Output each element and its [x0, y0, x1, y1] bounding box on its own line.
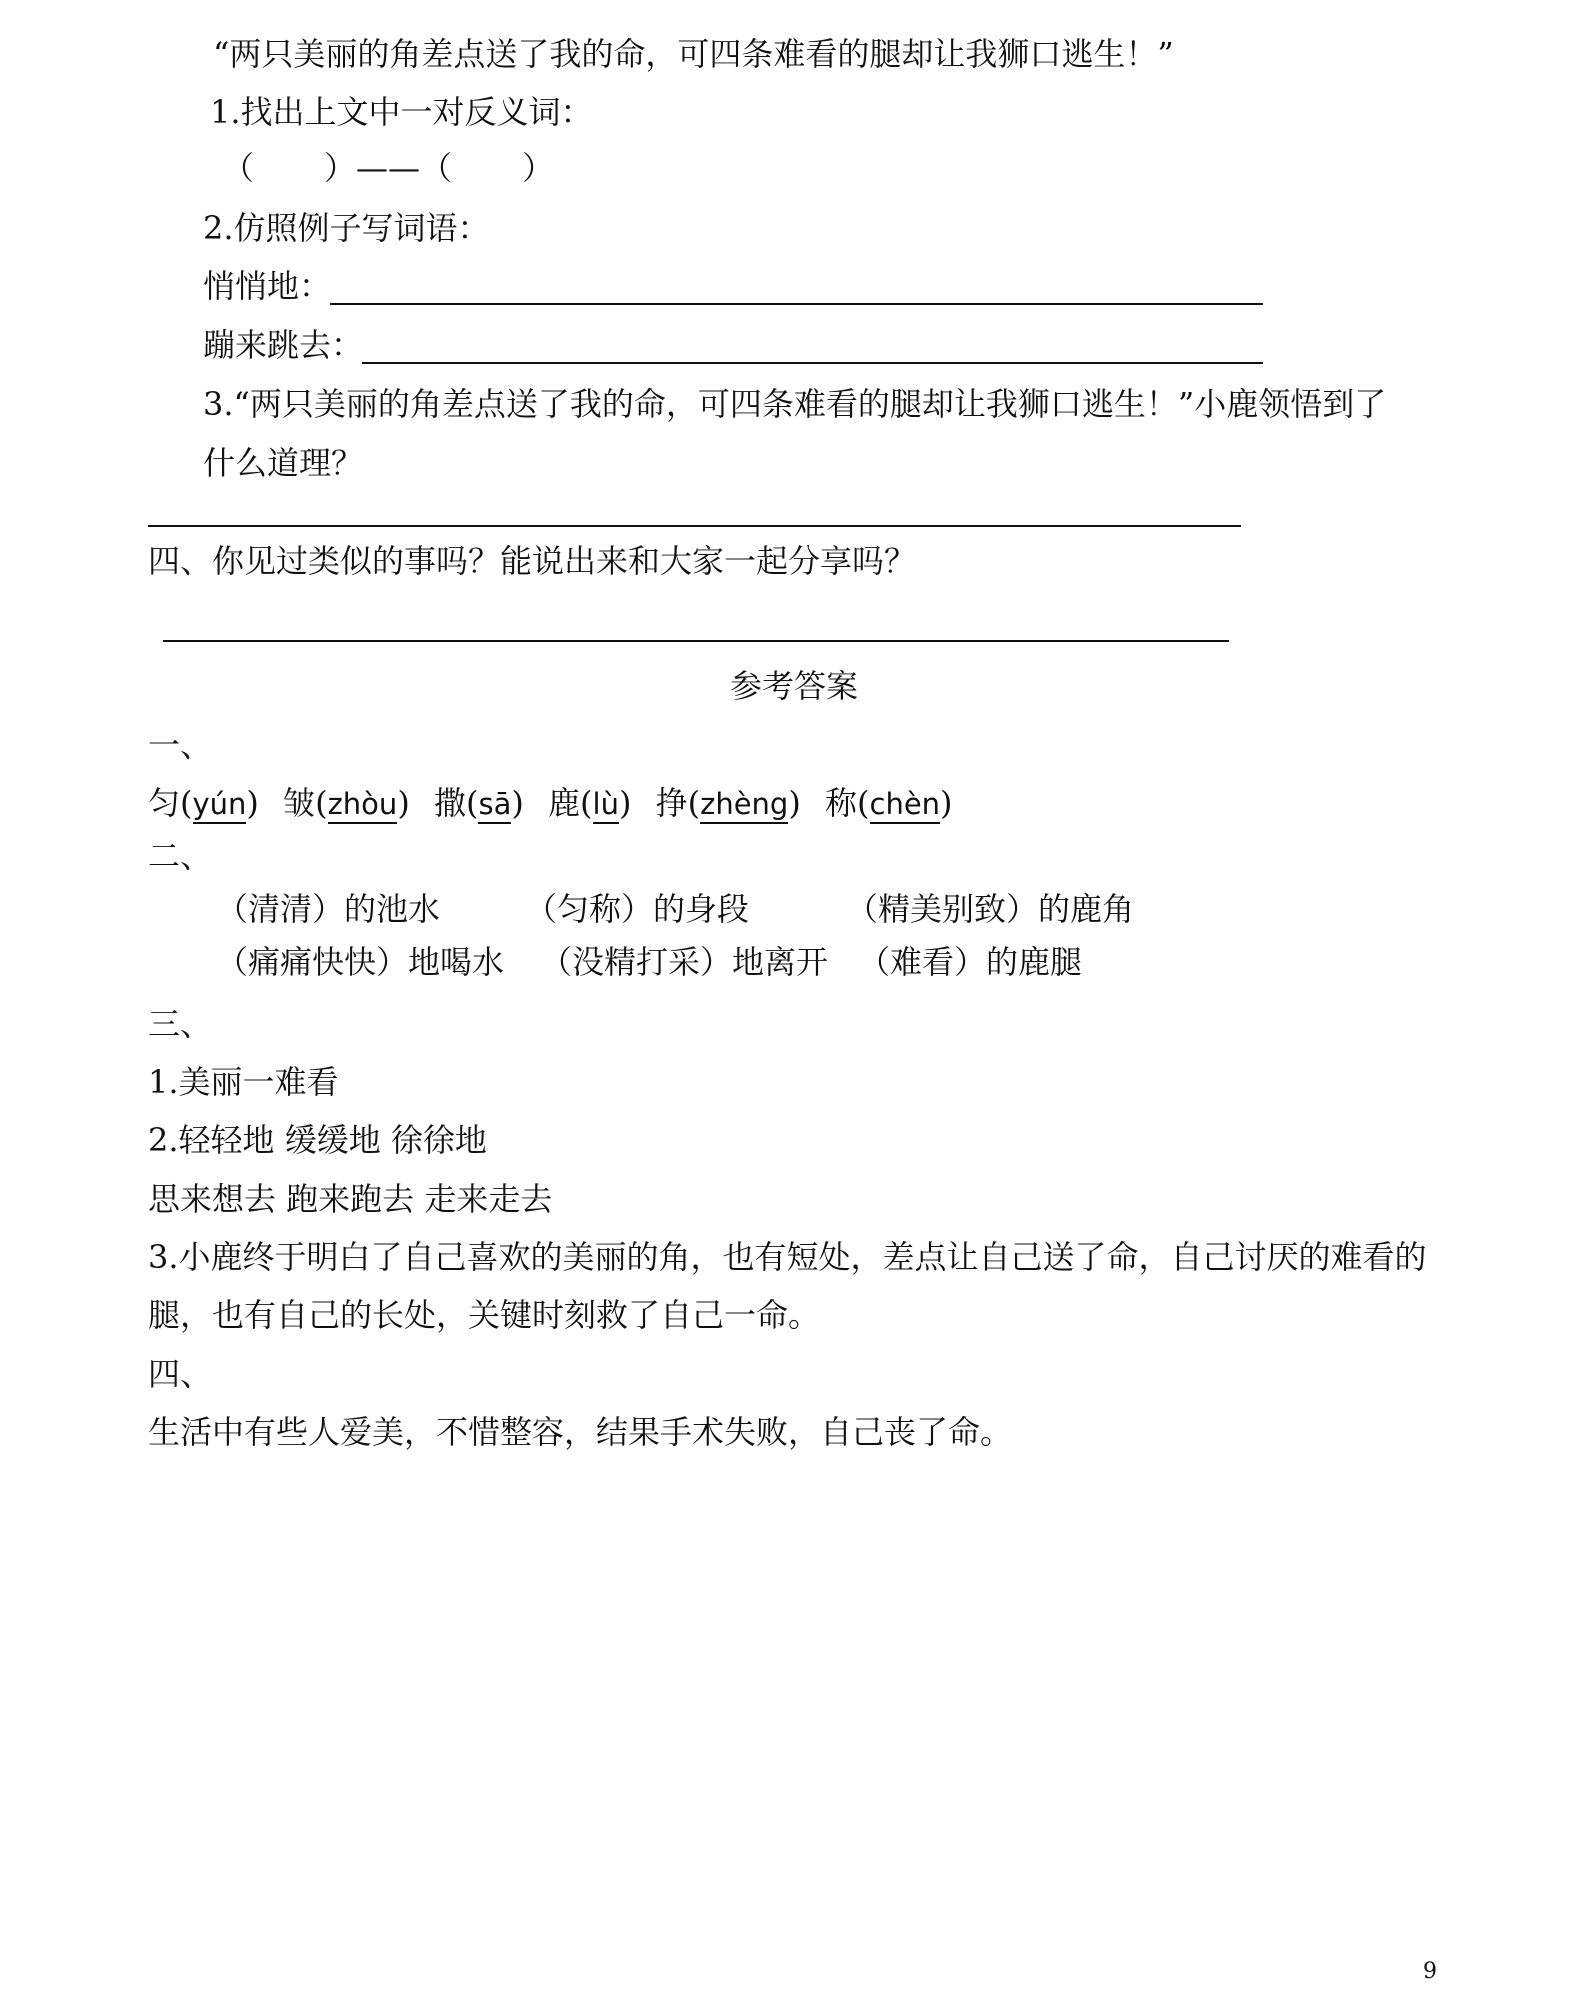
answers-sec1-pinyin-row	[148, 783, 953, 824]
dash: ——	[356, 149, 421, 187]
pinyin-item: 称(chèn)	[825, 784, 953, 822]
q1-label: 1.找出上文中一对反义词：	[210, 93, 593, 131]
paren-open-1: （	[222, 149, 255, 187]
answers-sec3-heading: 三、	[148, 1005, 213, 1043]
answers-sec3-a3-line1: 3.小鹿终于明白了自己喜欢的美丽的角，也有短处，差点让自己送了命，自己讨厌的难看的	[148, 1238, 1427, 1276]
answers-sec2-row1-col1: （清清）的池水	[216, 890, 441, 928]
q1-answer-brackets	[222, 148, 554, 188]
q3-line1: 3.“两只美丽的角差点送了我的命，可四条难看的腿却让我狮口逃生！”小鹿领悟到了	[203, 385, 1387, 423]
answers-sec3-a2-line2: 思来想去 跑来跑去 走来走去	[148, 1180, 553, 1218]
answers-sec4-heading: 四、	[148, 1355, 213, 1393]
answers-sec2-row2-col1: （痛痛快快）地喝水	[216, 943, 505, 981]
answers-sec2-row1-col2: （匀称）的身段	[525, 890, 750, 928]
q4-label: 四、你见过类似的事吗？能说出来和大家一起分享吗？	[148, 542, 917, 580]
answers-sec1-heading: 一、	[148, 726, 213, 764]
q2-item1-blank[interactable]	[330, 303, 1263, 305]
q4-answer-blank[interactable]	[163, 640, 1229, 642]
answers-sec3-a1: 1.美丽一难看	[148, 1063, 339, 1101]
answers-sec2-heading: 二、	[148, 837, 213, 875]
pinyin-item: 撒(sā)	[433, 784, 524, 822]
answers-sec2-row2-col3: （难看）的鹿腿	[858, 943, 1083, 981]
answers-sec3-a3-line2: 腿，也有自己的长处，关键时刻救了自己一命。	[148, 1296, 821, 1334]
pinyin-item: 鹿(lù)	[548, 784, 632, 822]
paren-close-2: ）	[522, 149, 555, 187]
answers-sec4-text: 生活中有些人爱美，不惜整容，结果手术失败，自己丧了命。	[148, 1413, 1013, 1451]
paren-close-1: ）	[324, 149, 357, 187]
answers-sec2-row1-col3: （精美别致）的鹿角	[846, 890, 1135, 928]
answers-sec3-a2-line1: 2.轻轻地 缓缓地 徐徐地	[148, 1121, 487, 1159]
paren-open-2: （	[420, 149, 453, 187]
q2-item2-label: 蹦来跳去：	[203, 326, 364, 364]
q3-answer-blank[interactable]	[148, 525, 1241, 527]
answers-sec2-row2-col2: （没精打采）地离开	[540, 943, 829, 981]
answers-title: 参考答案	[730, 667, 859, 705]
q3-line2: 什么道理？	[203, 444, 364, 482]
q2-item1-label: 悄悄地：	[203, 267, 332, 305]
quote-line: “两只美丽的角差点送了我的命，可四条难看的腿却让我狮口逃生！”	[213, 35, 1174, 73]
page-number: 9	[1423, 1959, 1437, 1984]
q2-item2-blank[interactable]	[362, 362, 1263, 364]
pinyin-item: 匀(yún)	[148, 784, 259, 822]
q2-label: 2.仿照例子写词语：	[203, 209, 490, 247]
pinyin-item: 挣(zhèng)	[655, 784, 801, 822]
pinyin-item: 皱(zhòu)	[283, 784, 410, 822]
